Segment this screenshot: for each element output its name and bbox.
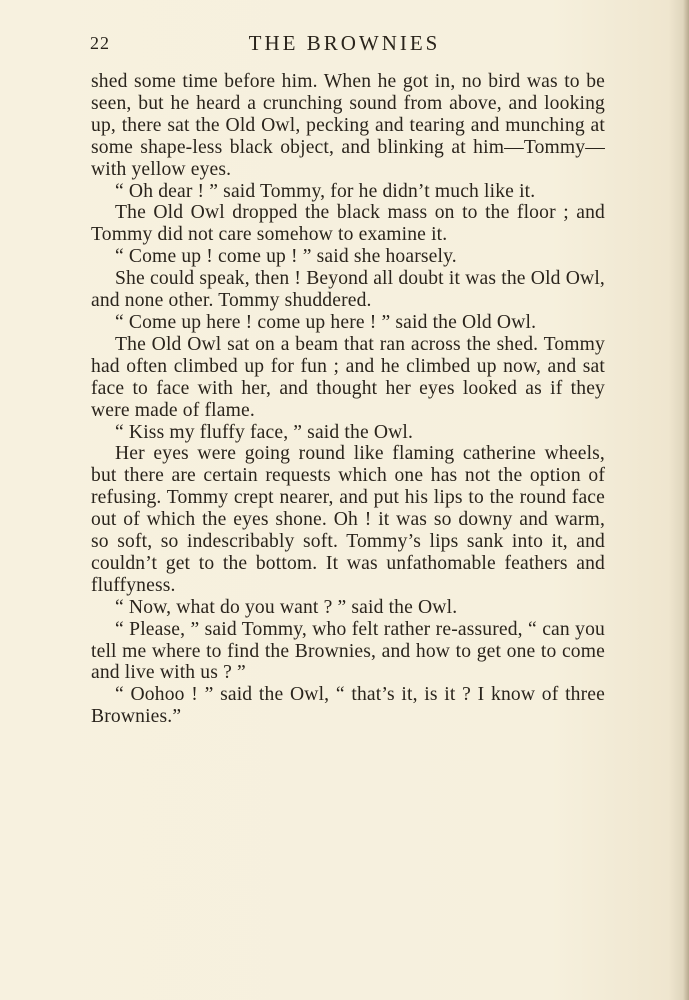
paragraph: She could speak, then ! Beyond all doubt it was the Old Owl, and none other. Tommy shuddered.	[91, 268, 605, 312]
paragraph: “ Now, what do you want ? ” said the Owl.	[115, 596, 458, 618]
body-text	[91, 71, 605, 728]
paragraph: “ Come up ! come up ! ” said she hoarsely.	[115, 246, 457, 268]
paragraph: Her eyes were going round like flaming catherine wheels, but there are certain requests which one has not the option of refusing. Tommy crept nearer, and put his lips to the round face out of which the eyes shone. Oh ! it was so downy and warm, so soft, so indescribably soft. Tommy’s lips sank into it, and couldn’t get to the bottom. It was unfathomable feathers and fluffyness.	[91, 443, 605, 596]
paragraph: The Old Owl dropped the black mass on to the floor ; and Tommy did not care somehow to examine it.	[91, 202, 605, 246]
page-number: 22	[90, 33, 110, 53]
paragraph: “ Oohoo ! ” said the Owl, “ that’s it, is it ? I know of three Brownies.”	[91, 684, 605, 728]
paragraph: “ Oh dear ! ” said Tommy, for he didn’t much like it.	[115, 180, 536, 202]
paragraph: The Old Owl sat on a beam that ran across the shed. Tommy had often climbed up for fun ; and he climbed up now, and sat face to face with her, and thought her eyes looked as if they were made of flame.	[91, 333, 605, 421]
paragraph: “ Come up here ! come up here ! ” said the Old Owl.	[115, 311, 537, 333]
paragraph: “ Kiss my fluffy face, ” said the Owl.	[115, 421, 414, 443]
page-edge-shadow	[683, 0, 689, 1000]
paragraph: “ Please, ” said Tommy, who felt rather re-assured, “ can you tell me where to find the Brownies, and how to get one to come and live with us ? ”	[91, 618, 605, 684]
running-head: THE BROWNIES	[248, 31, 441, 55]
paragraph: shed some time before him. When he got in, no bird was to be seen, but he heard a crunching sound from above, and looking up, there sat the Old Owl, pecking and tearing and munching at some shape-less black object, and blinking at him—Tommy—with yellow eyes.	[91, 71, 605, 180]
